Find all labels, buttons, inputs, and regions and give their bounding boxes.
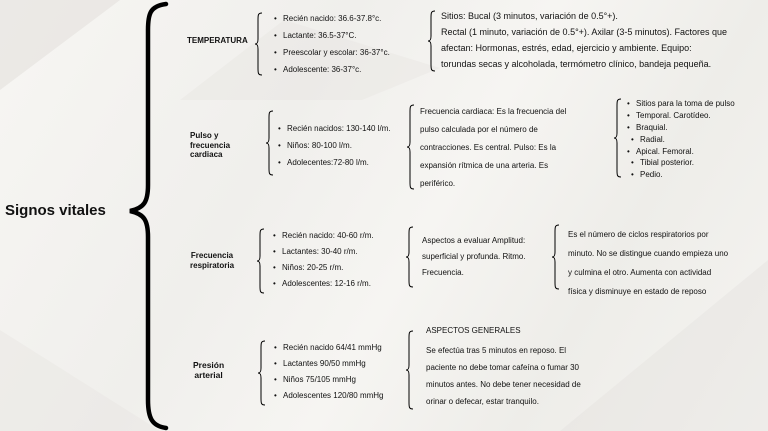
respiratoria-definition: Es el número de ciclos respiratorios por minuto. No se distingue cuando empieza uno y culmina el otro. Aumenta con actividad física y disminuye en estado de reposo <box>568 230 729 296</box>
respiratoria-aspects: Aspectos a evaluar Amplitud: superficial y profunda. Ritmo. Frecuencia. <box>422 236 526 277</box>
temperatura-item: • Adolescente: 36-37°c. <box>283 65 361 74</box>
pulso-definition: Frecuencia cardiaca: Es la frecuencia del pulso calculada por el número de contracciones. Es central. Pulso: Es la expansión rítmica de una arteria. Es periférico. <box>420 107 567 188</box>
temperatura-item: • Lactante: 36.5-37°C. <box>283 31 356 40</box>
pulso-site: • Temporal. Carotídeo. <box>636 111 711 120</box>
temperatura-item: • Preescolar y escolar: 36-37°c. <box>283 48 414 57</box>
presion-item: • Lactantes 90/50 mmHg <box>283 359 366 368</box>
pulso-site: • Pedio. <box>640 170 663 179</box>
pulso-sites-brace <box>613 98 623 178</box>
pulso-site: • Braquial. <box>636 123 668 132</box>
temperatura-brace <box>254 12 264 76</box>
pulso-site: • Tibial posterior. <box>640 158 694 167</box>
temperatura-item: • Recién nacido: 36.6-37.8°c. <box>283 14 381 23</box>
pulso-item: • Adolecentes:72-80 l/m. <box>287 158 369 167</box>
category-presion: Presión arterial <box>193 360 225 381</box>
temperatura-detail-brace <box>427 10 437 72</box>
respiratoria-item: • Lactantes: 30-40 r/m. <box>282 247 358 256</box>
main-brace <box>128 0 168 431</box>
presion-general-brace <box>405 330 415 410</box>
pulso-site: • Radial. <box>640 135 665 144</box>
category-temperatura: TEMPERATURA <box>187 36 248 45</box>
presion-item: • Adolescentes 120/80 mmHg <box>283 391 384 400</box>
pulso-item: • Niños: 80-100 l/m. <box>287 141 352 150</box>
pulso-item: • Recién nacidos: 130-140 l/m. <box>287 124 391 133</box>
pulso-site: • Apical. Femoral. <box>636 147 694 156</box>
temperatura-details: Sitios: Bucal (3 minutos, variación de 0.5°+). Rectal (1 minuto, variación de 0.5°+). Axilar (3-5 minutos). Factores que afectan: Hormonas, estrés, edad, ejercicio y ambiente. Equipo: torundas secas y alcoholada, termómetro clínico, bandeja pequeña. <box>441 11 727 69</box>
presion-item: • Niños 75/105 mmHg <box>283 375 356 384</box>
presion-general: Se efectúa tras 5 minutos en reposo. El paciente no debe tomar cafeína o fumar 30 minutos antes. No debe tener necesidad de orinar o defecar, estar tranquilo. <box>426 346 581 406</box>
respiratoria-definition-brace <box>551 224 561 290</box>
respiratoria-aspects-brace <box>405 226 415 288</box>
respiratoria-item: • Adolescentes: 12-16 r/m. <box>282 279 371 288</box>
pulso-sites-title: • Sitios para la toma de pulso <box>636 99 735 108</box>
presion-brace <box>257 340 267 406</box>
presion-item: • Recién nacido 64/41 mmHg <box>283 343 382 352</box>
pulso-definition-brace <box>406 104 416 190</box>
category-respiratoria: Frecuencia respiratoria <box>190 251 235 270</box>
respiratoria-brace <box>256 228 266 294</box>
respiratoria-item: • Recién nacido: 40-60 r/m. <box>282 231 374 240</box>
presion-general-title: ASPECTOS GENERALES <box>426 326 521 335</box>
pulso-brace <box>265 110 275 176</box>
respiratoria-item: • Niños: 20-25 r/m. <box>282 263 343 272</box>
category-pulso: Pulso y frecuencia cardiaca <box>190 131 231 160</box>
background-shape <box>0 0 120 90</box>
main-title: Signos vitales <box>5 202 106 219</box>
